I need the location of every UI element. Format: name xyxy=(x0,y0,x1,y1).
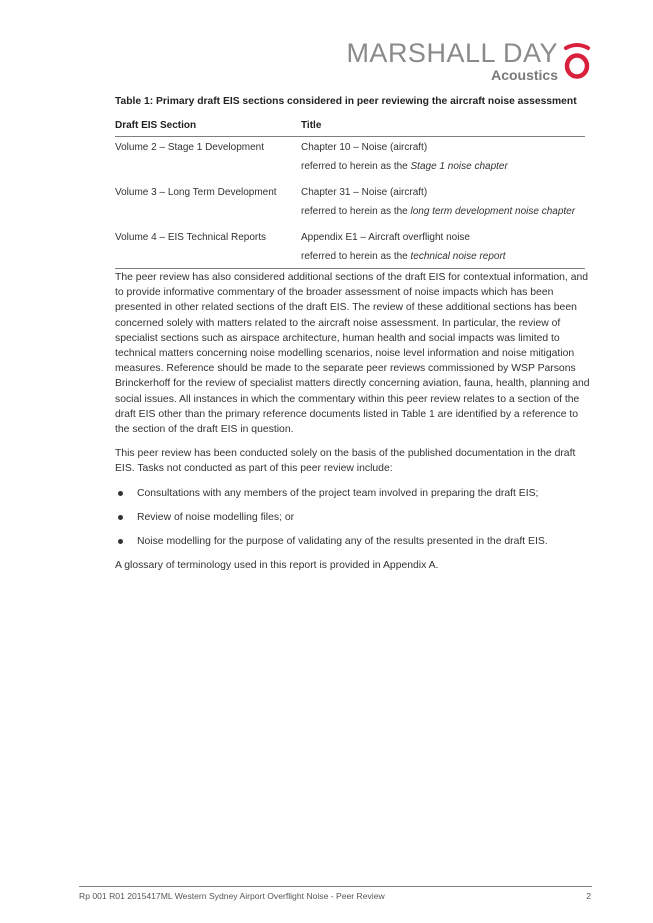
row-section: Volume 4 – EIS Technical Reports xyxy=(115,232,267,243)
paragraph: This peer review has been conducted solely on the basis of the published documentation in the draft EIS. Tasks not conducted as part of this peer review include: xyxy=(115,448,576,475)
logo-main-text: MARSHALL DAY xyxy=(346,38,558,68)
bullet-list xyxy=(115,486,590,550)
bullet-icon xyxy=(118,515,123,520)
row-reference: referred to herein as the technical noise report xyxy=(301,251,506,262)
page-number: 2 xyxy=(586,891,591,901)
row-title: Appendix E1 – Aircraft overflight noise xyxy=(301,232,470,243)
row-section: Volume 2 – Stage 1 Development xyxy=(115,142,264,153)
body-text xyxy=(115,270,590,582)
row-title: Chapter 10 – Noise (aircraft) xyxy=(301,142,428,153)
table-row xyxy=(115,218,585,269)
row-reference: referred to herein as the Stage 1 noise chapter xyxy=(301,161,508,172)
logo-sub-text: Acoustics xyxy=(491,67,558,83)
list-item: Noise modelling for the purpose of validating any of the results presented in the draft EIS. xyxy=(115,534,590,549)
column-header-title: Title xyxy=(301,114,585,137)
bullet-icon xyxy=(118,539,123,544)
row-reference: referred to herein as the long term development noise chapter xyxy=(301,206,576,217)
row-reference-name: technical noise report xyxy=(410,251,506,262)
row-title: Chapter 31 – Noise (aircraft) xyxy=(301,187,428,198)
logo-mark-icon xyxy=(563,42,591,80)
list-item: Review of noise modelling files; or xyxy=(115,510,590,525)
footer-divider xyxy=(79,886,592,887)
row-section: Volume 3 – Long Term Development xyxy=(115,187,277,198)
company-logo xyxy=(346,40,591,82)
paragraph: The peer review has also considered additional sections of the draft EIS for contextual information, and to provide informative commentary of the broader assessment of noise impacts which has been presented in other related sections of the draft EIS. The review of these additional sections has been concerned solely with matters related to the aircraft noise assessment. In particular, the review of specialist sections such as airspace architecture, human health and social impacts was limited to technical matters concerning noise modelling scenarios, noise level information and noise mitigation measures. Reference should be made to the separate peer reviews commissioned by WSP Parsons Brinckerhoff for the review of specialist matters directly concerning aviation, fauna, health, planning and social issues. All instances in which the commentary within this peer review relates to a section of the draft EIS other than the primary reference documents listed in Table 1 are identified by a reference to the section of the draft EIS in question. xyxy=(115,272,590,436)
row-reference-name: long term development noise chapter xyxy=(410,206,576,217)
paragraph: A glossary of terminology used in this report is provided in Appendix A. xyxy=(115,560,439,572)
list-item: Consultations with any members of the project team involved in preparing the draft EIS; xyxy=(115,486,590,501)
bullet-icon xyxy=(118,491,123,496)
table-row xyxy=(115,137,585,174)
eis-sections-table xyxy=(115,114,585,269)
table-caption: Table 1: Primary draft EIS sections considered in peer reviewing the aircraft noise assessment xyxy=(115,96,577,107)
column-header-section: Draft EIS Section xyxy=(115,114,301,137)
table-row xyxy=(115,173,585,218)
footer-document-reference: Rp 001 R01 2015417ML Western Sydney Airport Overflight Noise - Peer Review xyxy=(79,891,385,901)
row-reference-name: Stage 1 noise chapter xyxy=(410,161,508,172)
